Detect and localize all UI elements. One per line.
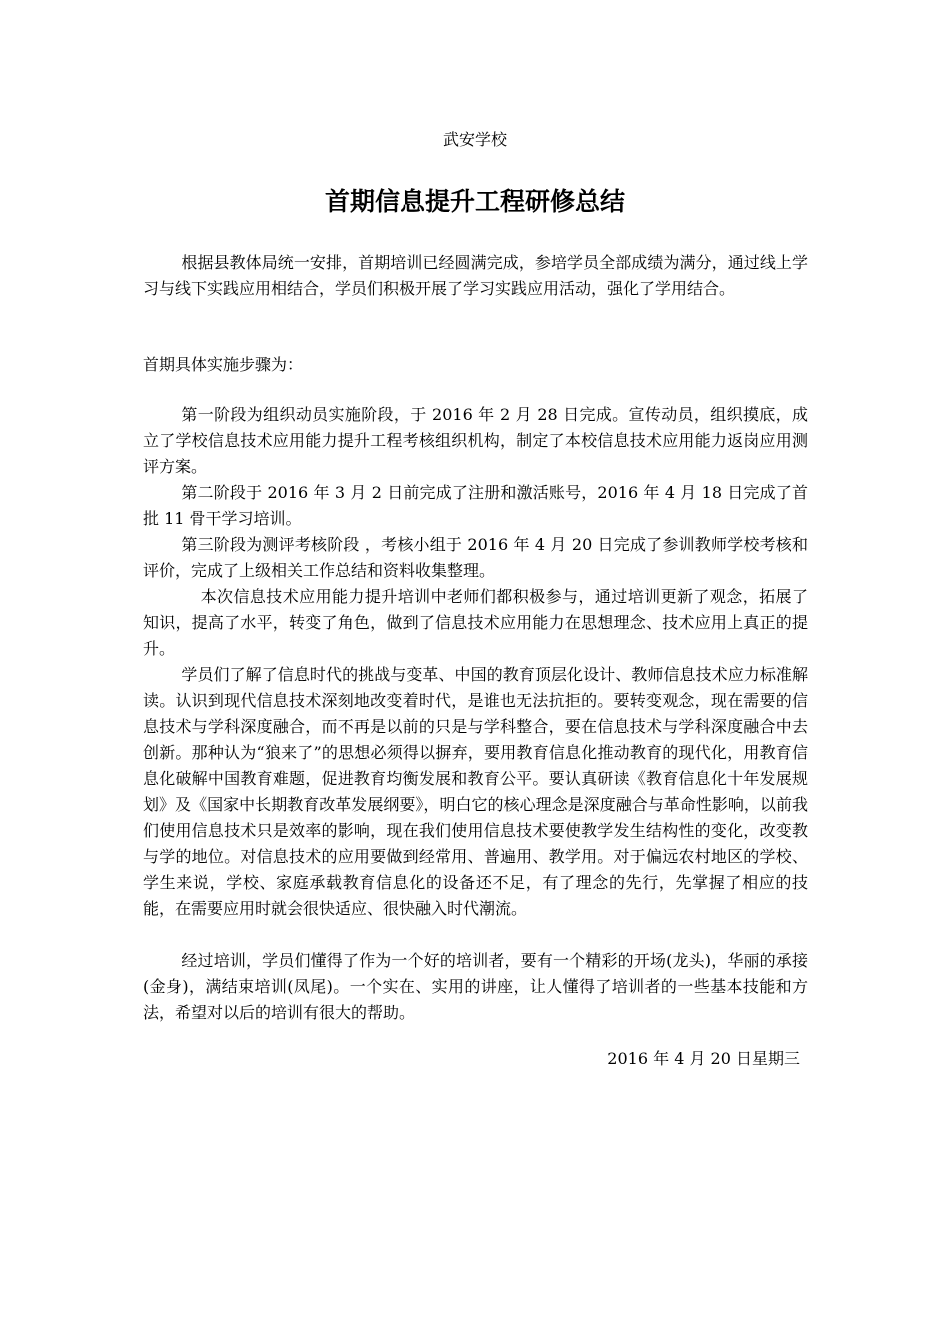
- paragraph-stage-three: 第三阶段为测评考核阶段 ，考核小组于 2016 年 4 月 20 日完成了参训教师学校考核和评价，完成了上级相关工作总结和资料收集整理。: [143, 535, 808, 580]
- paragraph-stage-one: 第一阶段为组织动员实施阶段，于 2016 年 2 月 28 日完成。宣传动员，组织摸底，成立了学校信息技术应用能力提升工程考核组织机构，制定了本校信息技术应用能力返岗应用测评方案。: [143, 405, 808, 476]
- school-name: 武安学校: [442, 130, 507, 149]
- paragraph-training-effect: 本次信息技术应用能力提升培训中老师们都积极参与，通过培训更新了观念，拓展了知识，提高了水平，转变了角色，做到了信息技术应用能力在思想理念、技术应用上真正的提升。: [143, 587, 808, 658]
- document-title: 首期信息提升工程研修总结: [324, 187, 625, 216]
- paragraph-learning-content: 学员们了解了信息时代的挑战与变革、中国的教育顶层化设计、教师信息技术应力标准解读。认识到现代信息技术深刻地改变着时代，是谁也无法抗拒的。要转变观念，现在需要的信息技术与学科深度融合，而不再是以前的只是与学科整合，要在信息技术与学科深度融合中去创新。那种认为“狼来了”的思想必须得以摒弃，要用教育信息化推动教育的现代化，用教育信息化破解中国教育难题，促进教育均衡发展和教育公平。要认真研读《教育信息化十年发展规划》及《国家中长期教育改革发展纲要》，明白它的核心理念是深度融合与革命性影响，以前我们使用信息技术只是效率的影响，现在我们使用信息技术要使教学发生结构性的变化，改变教与学的地位。对信息技术的应用要做到经常用、普遍用、教学用。对于偏远农村地区的学校、学生来说，学校、家庭承载教育信息化的设备还不足，有了理念的先行，先掌握了相应的技能，在需要应用时就会很快适应、很快融入时代潮流。: [143, 665, 808, 918]
- paragraph-conclusion: 经过培训，学员们懂得了作为一个好的培训者，要有一个精彩的开场(龙头)，华丽的承接(金身)，满结束培训(凤尾)。一个实在、实用的讲座，让人懂得了培训者的一些基本技能和方法，希望对以后的培训有很大的帮助。: [143, 951, 808, 1022]
- paragraph-steps-heading: 首期具体实施步骤为：: [143, 355, 304, 374]
- paragraph-intro: 根据县教体局统一安排，首期培训已经圆满完成，参培学员全部成绩为满分，通过线上学习与线下实践应用相结合，学员们积极开展了学习实践应用活动，强化了学用结合。: [143, 253, 808, 298]
- paragraph-stage-two: 第二阶段于 2016 年 3 月 2 日前完成了注册和激活账号，2016 年 4 月 18 日完成了首批 11 骨干学习培训。: [143, 483, 808, 528]
- document-date: 2016 年 4 月 20 日星期三: [607, 1049, 800, 1068]
